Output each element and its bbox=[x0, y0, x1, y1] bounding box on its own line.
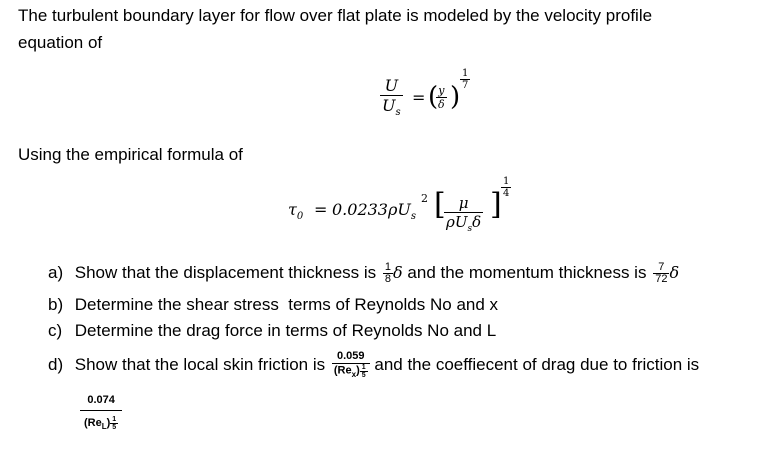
eq2-fraction bbox=[444, 194, 483, 234]
drag-coefficient-frac-body bbox=[80, 392, 122, 435]
eq2-frac-den-tail: δ bbox=[472, 213, 482, 231]
question-d-text-2: and the coeffiecent of drag due to friction is bbox=[374, 354, 700, 374]
question-a-text-1: Show that the displacement thickness is bbox=[74, 263, 377, 282]
question-a-fraction-1 bbox=[383, 262, 393, 285]
question-c bbox=[48, 320, 496, 342]
empirical-formula-label: Using the empirical formula of bbox=[18, 145, 243, 164]
intro-line-2: equation of bbox=[18, 33, 103, 52]
question-c-text: Determine the drag force in terms of Reynolds No and L bbox=[74, 321, 497, 340]
eq1-exp-den: 7 bbox=[462, 80, 469, 91]
drag-coefficient-exp-den: 5 bbox=[112, 424, 117, 432]
eq1-inner-fraction bbox=[436, 84, 447, 111]
eq2-coefficient: 0.0233ρU bbox=[332, 200, 411, 219]
question-c-label: c) bbox=[48, 321, 63, 340]
question-d-label: d) bbox=[48, 354, 64, 374]
question-a-delta-2: δ bbox=[669, 263, 680, 282]
eq2-exponent bbox=[501, 176, 511, 199]
eq2-coef-sub: s bbox=[410, 211, 417, 223]
eq2-frac-den: ρU bbox=[446, 213, 468, 231]
drag-coefficient-den-sub: L bbox=[101, 422, 107, 432]
local-skin-friction-exp-num: 1 bbox=[361, 364, 366, 371]
eq1-denominator-sub: s bbox=[395, 107, 401, 119]
question-d bbox=[48, 350, 699, 381]
eq1-inner-num: y bbox=[438, 84, 445, 97]
question-a-text-2: and the momentum thickness is bbox=[407, 263, 647, 282]
eq2-frac-num: μ bbox=[458, 194, 469, 212]
drag-coefficient-den-close: ) bbox=[106, 417, 111, 429]
question-a bbox=[48, 262, 679, 285]
drag-coefficient-num: 0.074 bbox=[87, 394, 115, 406]
question-a-f2-den: 72 bbox=[655, 273, 668, 286]
eq1-exponent bbox=[460, 68, 470, 91]
question-b bbox=[48, 294, 498, 316]
eq1-exp-num: 1 bbox=[462, 68, 469, 79]
eq1-close-paren: ) bbox=[450, 82, 461, 112]
local-skin-friction-den-close: ) bbox=[356, 364, 360, 377]
question-a-delta-1: δ bbox=[393, 263, 403, 282]
drag-coefficient-exponent bbox=[110, 416, 118, 431]
question-a-f1-den: 8 bbox=[384, 273, 392, 286]
eq2-open-bracket: [ bbox=[434, 187, 446, 222]
shear-stress-equation bbox=[288, 176, 528, 236]
eq1-denominator: U bbox=[382, 96, 396, 115]
local-skin-friction-exponent bbox=[360, 364, 368, 379]
question-d-text-1: Show that the local skin friction is bbox=[74, 354, 326, 374]
eq2-exp-num: 1 bbox=[503, 176, 510, 187]
question-a-f2-num: 7 bbox=[658, 261, 665, 274]
tau-sub: 0 bbox=[296, 211, 304, 223]
question-a-fraction-2 bbox=[653, 262, 669, 285]
drag-coefficient-den-base: (Re bbox=[84, 417, 102, 429]
velocity-ratio bbox=[380, 76, 403, 118]
local-skin-friction-fraction bbox=[332, 350, 370, 381]
tau-symbol: τ bbox=[288, 200, 297, 219]
drag-coefficient-exp-num: 1 bbox=[112, 416, 117, 424]
eq2-equals: = bbox=[314, 200, 328, 219]
drag-coefficient-fraction bbox=[80, 392, 122, 435]
local-skin-friction-den-base: (Re bbox=[333, 364, 352, 377]
question-a-f1-num: 1 bbox=[384, 261, 392, 274]
question-b-text: Determine the shear stress terms of Reynolds No and x bbox=[74, 295, 499, 314]
local-skin-friction-num: 0.059 bbox=[336, 350, 365, 362]
eq2-close-bracket: ] bbox=[490, 187, 502, 222]
eq1-equals: = bbox=[412, 88, 426, 107]
eq2-frac-den-sub: s bbox=[467, 224, 473, 234]
intro-line-1: The turbulent boundary layer for flow over flat plate is modeled by the velocity profile bbox=[18, 6, 653, 25]
question-b-label: b) bbox=[48, 295, 64, 314]
local-skin-friction-den-sub: x bbox=[351, 369, 357, 379]
eq2-coef-sup: 2 bbox=[421, 192, 428, 205]
eq1-inner-den: δ bbox=[438, 98, 445, 111]
eq2-exp-den: 4 bbox=[503, 188, 510, 199]
local-skin-friction-exp-den: 5 bbox=[361, 372, 366, 379]
question-a-label: a) bbox=[48, 263, 64, 282]
eq1-numerator: U bbox=[384, 76, 399, 95]
eq1-open-paren: ( bbox=[428, 82, 439, 112]
